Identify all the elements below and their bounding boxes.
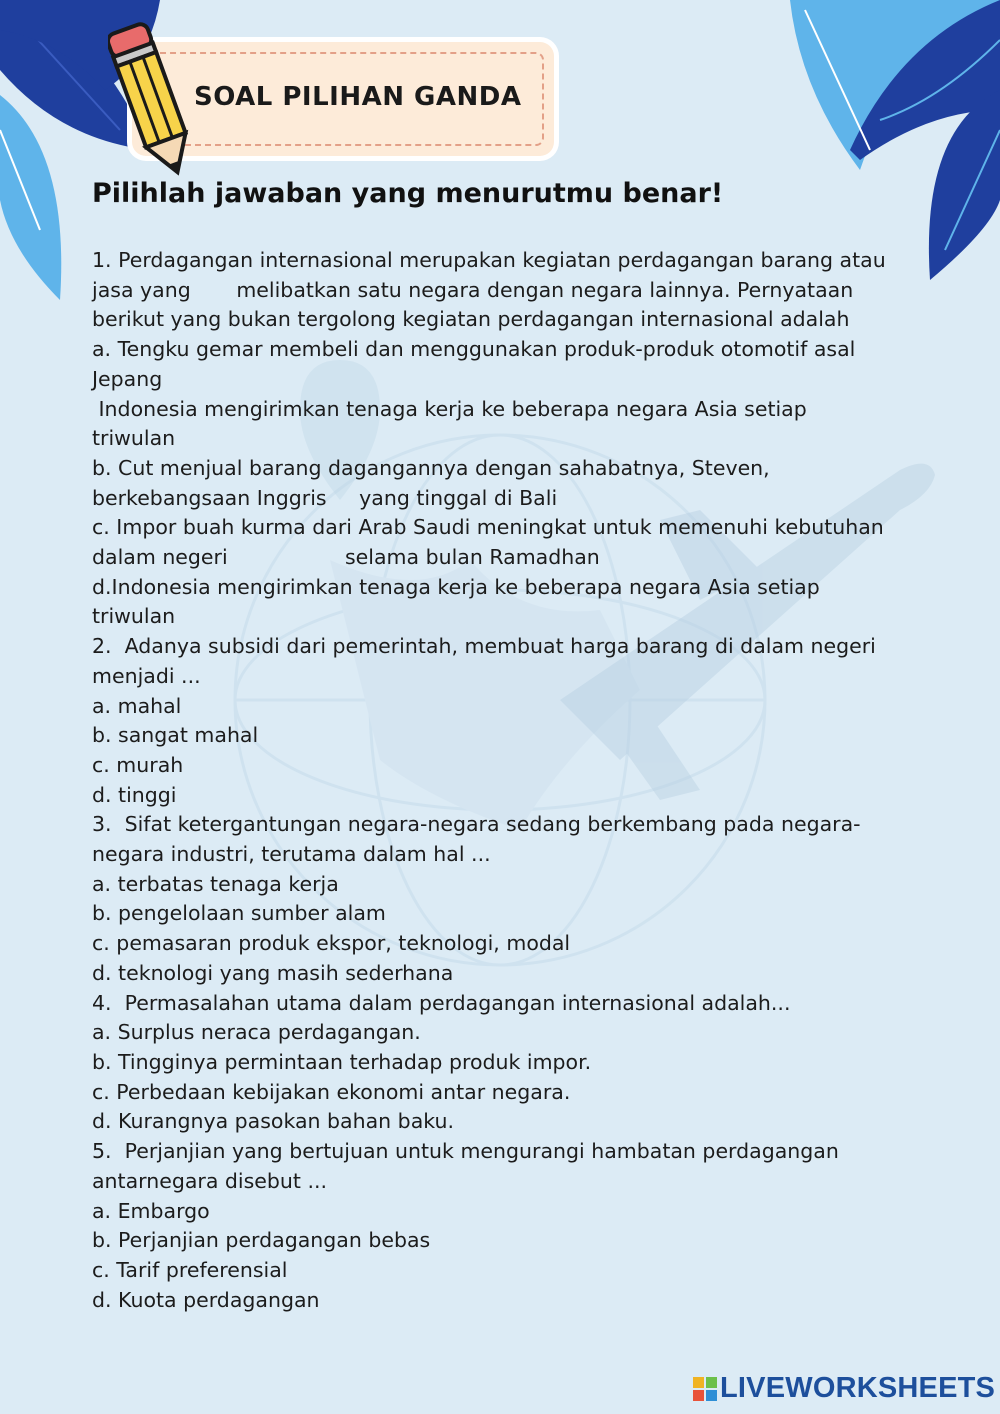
question-list [92, 246, 972, 1315]
question-line: a. Surplus neraca perdagangan. [92, 1020, 421, 1045]
question-line: 4. Permasalahan utama dalam perdagangan internasional adalah... [92, 990, 791, 1015]
question-line: menjadi ... [92, 663, 201, 688]
pencil-icon [108, 14, 198, 184]
question-line: triwulan [92, 604, 176, 629]
question-line: a. Tengku gemar membeli dan menggunakan produk-produk otomotif asal [92, 337, 856, 362]
question-line: Jepang [92, 366, 163, 391]
question-line: c. Perbedaan kebijakan ekonomi antar negara. [92, 1079, 571, 1104]
question-line: 2. Adanya subsidi dari pemerintah, membuat harga barang di dalam negeri [92, 634, 876, 659]
question-line: b. pengelolaan sumber alam [92, 901, 386, 926]
question-line: a. terbatas tenaga kerja [92, 871, 339, 896]
question-line: b. Tingginya permintaan terhadap produk impor. [92, 1049, 592, 1074]
leaf-top-right [790, 0, 1000, 280]
question-line: c. pemasaran produk ekspor, teknologi, modal [92, 931, 571, 956]
question-line: Indonesia mengirimkan tenaga kerja ke beberapa negara Asia setiap [92, 396, 807, 421]
question-line: b. sangat mahal [92, 723, 259, 748]
footer-brand [693, 1372, 995, 1405]
question-line: berkebangsaan Inggris yang tinggal di Bali [92, 485, 558, 510]
instruction-heading: Pilihlah jawaban yang menurutmu benar! [92, 178, 724, 209]
question-line: d.Indonesia mengirimkan tenaga kerja ke beberapa negara Asia setiap [92, 574, 820, 599]
question-line: berikut yang bukan tergolong kegiatan perdagangan internasional adalah [92, 307, 850, 332]
question-line: a. Embargo [92, 1198, 210, 1223]
liveworksheets-logo-icon [693, 1377, 717, 1401]
page-title: SOAL PILIHAN GANDA [194, 82, 522, 112]
question-line: d. Kurangnya pasokan bahan baku. [92, 1109, 455, 1134]
question-line: d. teknologi yang masih sederhana [92, 960, 454, 985]
question-line: c. Tarif preferensial [92, 1257, 288, 1282]
question-line: dalam negeri selama bulan Ramadhan [92, 545, 600, 570]
brand-name: LIVEWORKSHEETS [720, 1372, 996, 1404]
question-line: triwulan [92, 426, 176, 451]
question-line: b. Perjanjian perdagangan bebas [92, 1228, 431, 1253]
question-line: b. Cut menjual barang dagangannya dengan sahabatnya, Steven, [92, 455, 770, 480]
question-line: jasa yang melibatkan satu negara dengan negara lainnya. Pernyataan [92, 277, 854, 302]
question-line: antarnegara disebut ... [92, 1168, 328, 1193]
question-line: 1. Perdagangan internasional merupakan kegiatan perdagangan barang atau [92, 248, 886, 272]
question-line: 3. Sifat ketergantungan negara-negara sedang berkembang pada negara- [92, 812, 861, 837]
question-line: c. Impor buah kurma dari Arab Saudi meningkat untuk memenuhi kebutuhan [92, 515, 884, 540]
question-line: c. murah [92, 752, 184, 777]
question-line: d. Kuota perdagangan [92, 1287, 320, 1312]
question-line: 5. Perjanjian yang bertujuan untuk mengurangi hambatan perdagangan [92, 1139, 839, 1164]
question-line: a. mahal [92, 693, 182, 718]
question-line: negara industri, terutama dalam hal ... [92, 842, 491, 867]
question-line: d. tinggi [92, 782, 177, 807]
